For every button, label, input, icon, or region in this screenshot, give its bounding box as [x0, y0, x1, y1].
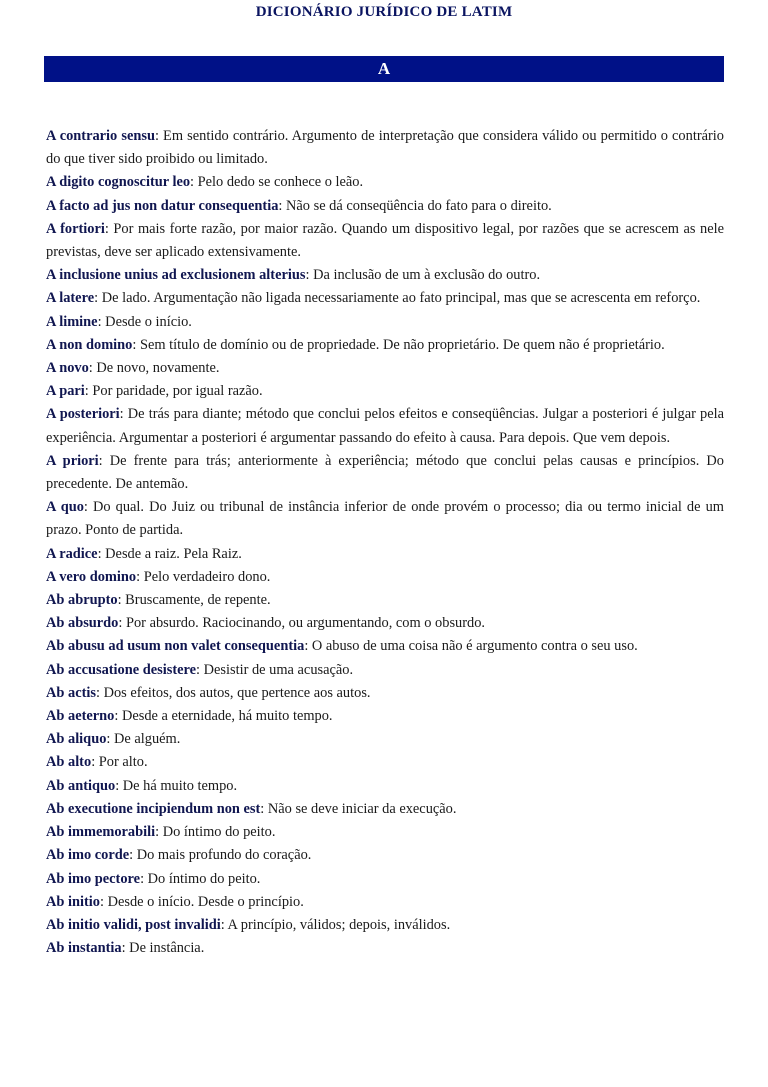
- entry-term: Ab accusatione desistere: [46, 661, 197, 678]
- dictionary-entry: [46, 821, 724, 844]
- dictionary-entry: [46, 589, 724, 612]
- entry-term: Ab immemorabili: [46, 824, 156, 841]
- entry-definition: : Do mais profundo do coração.: [129, 847, 312, 864]
- entry-definition: : Desde o início. Desde o princípio.: [99, 893, 304, 910]
- entry-term: Ab executione incipiendum non est: [46, 800, 261, 817]
- entry-definition: : De lado. Argumentação não ligada necessariamente ao fato principal, mas que se acrescenta em reforço.: [94, 290, 701, 307]
- entry-definition: : Desde o início.: [97, 313, 192, 330]
- entry-definition: : Por alto.: [91, 754, 148, 771]
- entry-term: Ab imo pectore: [46, 870, 141, 887]
- dictionary-entry: [46, 264, 724, 287]
- entry-term: A inclusione unius ad exclusionem alterius: [46, 267, 306, 284]
- entry-definition: : Pelo verdadeiro dono.: [136, 568, 271, 585]
- entry-definition: : Não se deve iniciar da execução.: [260, 800, 457, 817]
- dictionary-entry: [46, 218, 724, 264]
- dictionary-entry: [46, 775, 724, 798]
- dictionary-entry: [46, 566, 724, 589]
- entry-definition: : O abuso de uma coisa não é argumento contra o seu uso.: [304, 638, 638, 655]
- entry-definition: : Por paridade, por igual razão.: [84, 383, 263, 400]
- entry-definition: : Do íntimo do peito.: [155, 824, 276, 841]
- entry-term: A facto ad jus non datur consequentia: [46, 197, 279, 214]
- dictionary-entry: [46, 195, 724, 218]
- entry-term: A pari: [46, 383, 85, 400]
- entry-definition: : Da inclusão de um à exclusão do outro.: [305, 267, 541, 284]
- dictionary-entry: [46, 543, 724, 566]
- entry-term: A non domino: [46, 336, 133, 353]
- entry-definition: : De há muito tempo.: [115, 777, 238, 794]
- entry-term: Ab aliquo: [46, 731, 107, 748]
- entry-term: Ab aeterno: [46, 708, 115, 725]
- entry-definition: : Sem título de domínio ou de propriedade. De não proprietário. De quem não é proprietário.: [132, 336, 665, 353]
- entry-term: A latere: [46, 290, 95, 307]
- dictionary-entry: [46, 635, 724, 658]
- entry-definition: : Do íntimo do peito.: [140, 870, 261, 887]
- entry-term: A posteriori: [46, 406, 120, 423]
- entry-term: Ab abrupto: [46, 592, 118, 609]
- entry-term: A priori: [46, 452, 99, 469]
- entry-definition: : Desistir de uma acusação.: [196, 661, 354, 678]
- dictionary-entry: [46, 914, 724, 937]
- dictionary-entries: [46, 125, 724, 960]
- dictionary-entry: [46, 311, 724, 334]
- entry-definition: : Em sentido contrário. Argumento de interpretação que considera válido ou permitido o contrário do que tiver sido proibido ou limitado.: [46, 128, 724, 168]
- dictionary-entry: [46, 380, 724, 403]
- entry-term: Ab initio: [46, 893, 100, 910]
- entry-definition: : Bruscamente, de repente.: [117, 592, 271, 609]
- entry-definition: : Desde a eternidade, há muito tempo.: [114, 708, 333, 725]
- entry-definition: : De novo, novamente.: [88, 360, 220, 377]
- entry-definition: : Por mais forte razão, por maior razão. Quando um dispositivo legal, por razões que se acrescem as nele previstas, deve ser aplicado extensivamente.: [46, 220, 724, 261]
- entry-term: Ab antiquo: [46, 777, 116, 794]
- entry-definition: : Pelo dedo se conhece o leão.: [190, 174, 364, 191]
- entry-term: Ab actis: [46, 684, 96, 701]
- dictionary-entry: [46, 287, 724, 310]
- dictionary-entry: [46, 450, 724, 496]
- dictionary-entry: [46, 868, 724, 891]
- entry-term: Ab instantia: [46, 940, 122, 957]
- page-title: DICIONÁRIO JURÍDICO DE LATIM: [255, 4, 513, 20]
- dictionary-entry: [46, 705, 724, 728]
- entry-definition: : De frente para trás; anteriormente à experiência; método que conclui pelas causas e princípios. Do precedente. De antemão.: [46, 452, 724, 493]
- entry-term: A novo: [46, 360, 89, 377]
- dictionary-entry: [46, 659, 724, 682]
- dictionary-entry: [46, 496, 724, 542]
- dictionary-entry: [46, 798, 724, 821]
- entry-definition: : A princípio, válidos; depois, inválidos.: [220, 916, 451, 933]
- section-letter: A: [377, 59, 391, 78]
- dictionary-entry: [46, 891, 724, 914]
- entry-term: Ab initio validi, post invalidi: [46, 916, 221, 933]
- entry-term: Ab abusu ad usum non valet consequentia: [46, 638, 305, 655]
- entry-definition: : De alguém.: [106, 731, 181, 748]
- entry-definition: : Do qual. Do Juiz ou tribunal de instância inferior de onde provém o processo; dia ou termo inicial de um prazo. Ponto de partida.: [46, 499, 724, 539]
- entry-definition: : Por absurdo. Raciocinando, ou argumentando, com o obsurdo.: [118, 615, 486, 632]
- entry-term: Ab imo corde: [46, 847, 130, 864]
- entry-definition: : Dos efeitos, dos autos, que pertence aos autos.: [95, 684, 371, 701]
- entry-term: Ab absurdo: [46, 615, 119, 632]
- entry-term: A quo: [46, 499, 84, 516]
- dictionary-entry: [46, 751, 724, 774]
- dictionary-entry: [46, 171, 724, 194]
- entry-definition: : Não se dá conseqüência do fato para o direito.: [278, 197, 552, 214]
- entry-term: A vero domino: [46, 568, 137, 585]
- entry-definition: : De instância.: [121, 940, 205, 957]
- entry-term: A digito cognoscitur leo: [46, 174, 191, 191]
- dictionary-entry: [46, 844, 724, 867]
- entry-term: Ab alto: [46, 754, 92, 771]
- dictionary-entry: [46, 728, 724, 751]
- entry-definition: : Desde a raiz. Pela Raiz.: [97, 545, 242, 562]
- dictionary-entry: [46, 937, 724, 960]
- entry-definition: : De trás para diante; método que conclui pelos efeitos e conseqüências. Julgar a posteriori é julgar pela experiência. Argumentar a posteriori é argumentar passando do efeito à causa. Para depois. Que vem depois.: [46, 406, 724, 446]
- dictionary-entry: [46, 612, 724, 635]
- entry-term: A limine: [46, 313, 98, 330]
- dictionary-entry: [46, 334, 724, 357]
- dictionary-entry: [46, 357, 724, 380]
- dictionary-entry: [46, 125, 724, 171]
- entry-term: A fortiori: [46, 220, 105, 237]
- entry-term: A contrario sensu: [46, 128, 155, 144]
- dictionary-entry: [46, 682, 724, 705]
- entry-term: A radice: [46, 545, 98, 562]
- section-letter-banner: [44, 56, 724, 82]
- dictionary-entry: [46, 403, 724, 449]
